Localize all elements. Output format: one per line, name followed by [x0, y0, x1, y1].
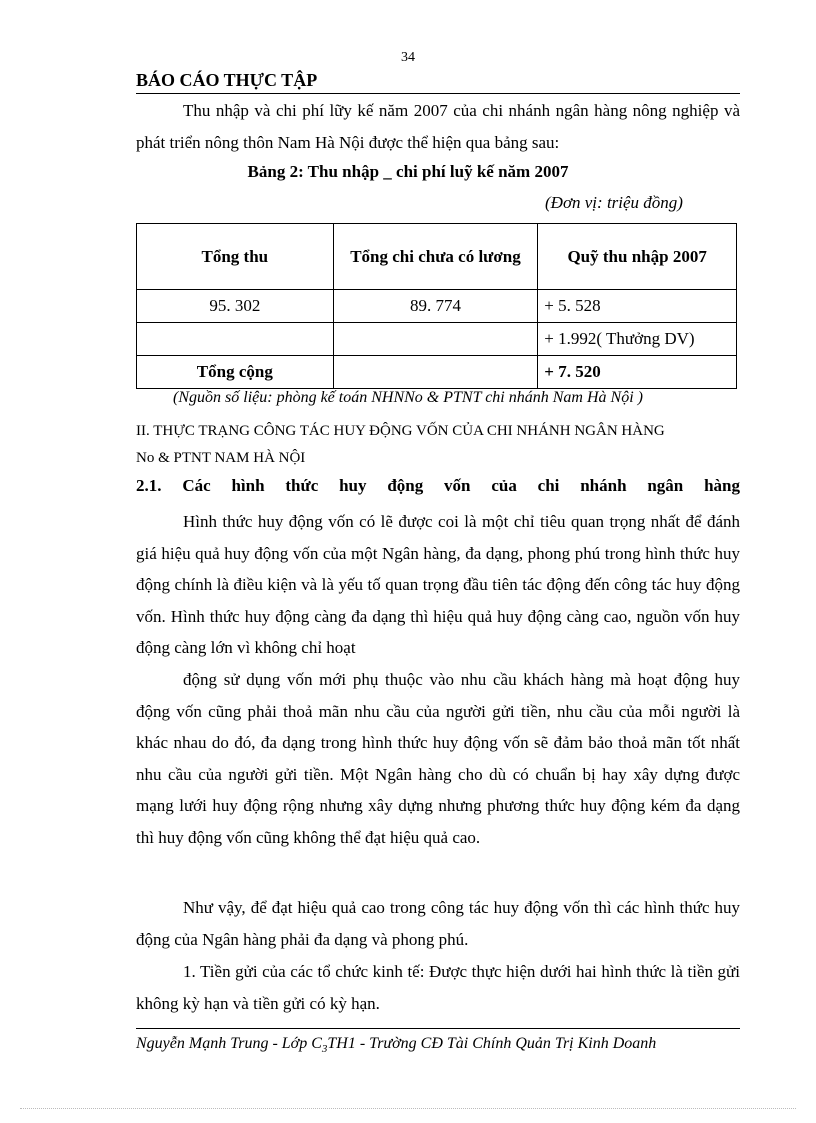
body-paragraph-2	[136, 664, 740, 853]
footer-author: Nguyễn Mạnh Trung - Lớp C	[136, 1035, 322, 1052]
page-number: 34	[401, 50, 415, 65]
paragraph-text: 1. Tiền gửi của các tổ chức kinh tế: Được thực hiện dưới hai hình thức là tiền gửi không kỳ hạn và tiền gửi có kỳ hạn.	[136, 962, 740, 1013]
body-paragraph-4	[136, 956, 740, 1019]
section-heading-line2: No & PTNT NAM HÀ NỘI	[136, 450, 306, 466]
table-row	[137, 290, 737, 323]
body-paragraph-1	[136, 506, 740, 664]
report-header: BÁO CÁO THỰC TẬP	[136, 70, 740, 94]
section-heading	[136, 418, 740, 472]
table-unit: (Đơn vị: triệu đồng)	[545, 193, 683, 212]
paragraph-text: Hình thức huy động vốn có lẽ được coi là một chỉ tiêu quan trọng nhất để đánh giá hiệu quả huy động vốn của một Ngân hàng, đa dạng, phong phú trong hình thức huy động chính là điều kiện và là yếu tố quan trọng đầu tiên tác động đến công tác huy động vốn. Hình thức huy động càng đa dạng thì hiệu quả huy động càng cao, nguồn vốn huy động càng lớn vì không chỉ hoạt	[136, 512, 740, 657]
section-heading-line1: II. THỰC TRẠNG CÔNG TÁC HUY ĐỘNG VỐN CỦA CHI NHÁNH NGÂN HÀNG	[136, 423, 665, 439]
paragraph-text: Như vậy, để đạt hiệu quả cao trong công tác huy động vốn thì các hình thức huy động của Ngân hàng phải đa dạng và phong phú.	[136, 898, 740, 949]
body-paragraph-3	[136, 892, 740, 955]
header-total-income: Tổng thu	[137, 224, 334, 290]
table-caption: Bảng 2: Thu nhập _ chi phí luỹ kế năm 2007	[247, 162, 569, 181]
total-value: + 7. 520	[538, 356, 737, 389]
paragraph-text: động sử dụng vốn mới phụ thuộc vào nhu cầu khách hàng mà hoạt động huy động vốn cũng phải thoả mãn nhu cầu của người gửi tiền, nhu cầu của mỗi người là khác nhau do đó, đa dạng trong hình thức huy động vốn sẽ đảm bảo thoả mãn tốt nhất nhu cầu của người gửi tiền. Một Ngân hàng cho dù có chuẩn bị hay xây dựng được mạng lưới huy động rộng nhưng xây dựng nhưng phương thức huy động kém đa dạng thì huy động vốn cũng không thể đạt hiệu quả cao.	[136, 670, 740, 847]
total-label: Tổng cộng	[137, 356, 334, 389]
footer-sub: 3	[321, 1043, 328, 1056]
bottom-dotted-border	[20, 1108, 796, 1109]
page-footer	[136, 1028, 740, 1060]
footer-school: TH1 - Trường CĐ Tài Chính Quản Trị Kinh Doanh	[327, 1035, 657, 1052]
table-cell: 89. 774	[333, 290, 538, 323]
income-table	[136, 223, 737, 389]
header-income-fund: Quỹ thu nhập 2007	[538, 224, 737, 290]
table-total-row	[137, 356, 737, 389]
table-row	[137, 323, 737, 356]
table-cell: + 5. 528	[538, 290, 737, 323]
table-source: (Nguồn số liệu: phòng kế toán NHNNo & PTNT chi nhánh Nam Hà Nội )	[173, 389, 643, 406]
table-cell	[333, 323, 538, 356]
table-cell-empty	[333, 356, 538, 389]
table-header-row	[137, 224, 737, 290]
subheading: 2.1. Các hình thức huy động vốn của chi nhánh ngân hàng	[136, 476, 740, 495]
intro-paragraph	[136, 95, 740, 158]
header-total-cost: Tổng chi chưa có lương	[333, 224, 538, 290]
table-cell: + 1.992( Thưởng DV)	[538, 323, 737, 356]
table-cell: 95. 302	[137, 290, 334, 323]
intro-text: Thu nhập và chi phí lữy kế năm 2007 của chi nhánh ngân hàng nông nghiệp và phát triển nông thôn Nam Hà Nội được thể hiện qua bảng sau:	[136, 101, 740, 152]
table-cell	[137, 323, 334, 356]
